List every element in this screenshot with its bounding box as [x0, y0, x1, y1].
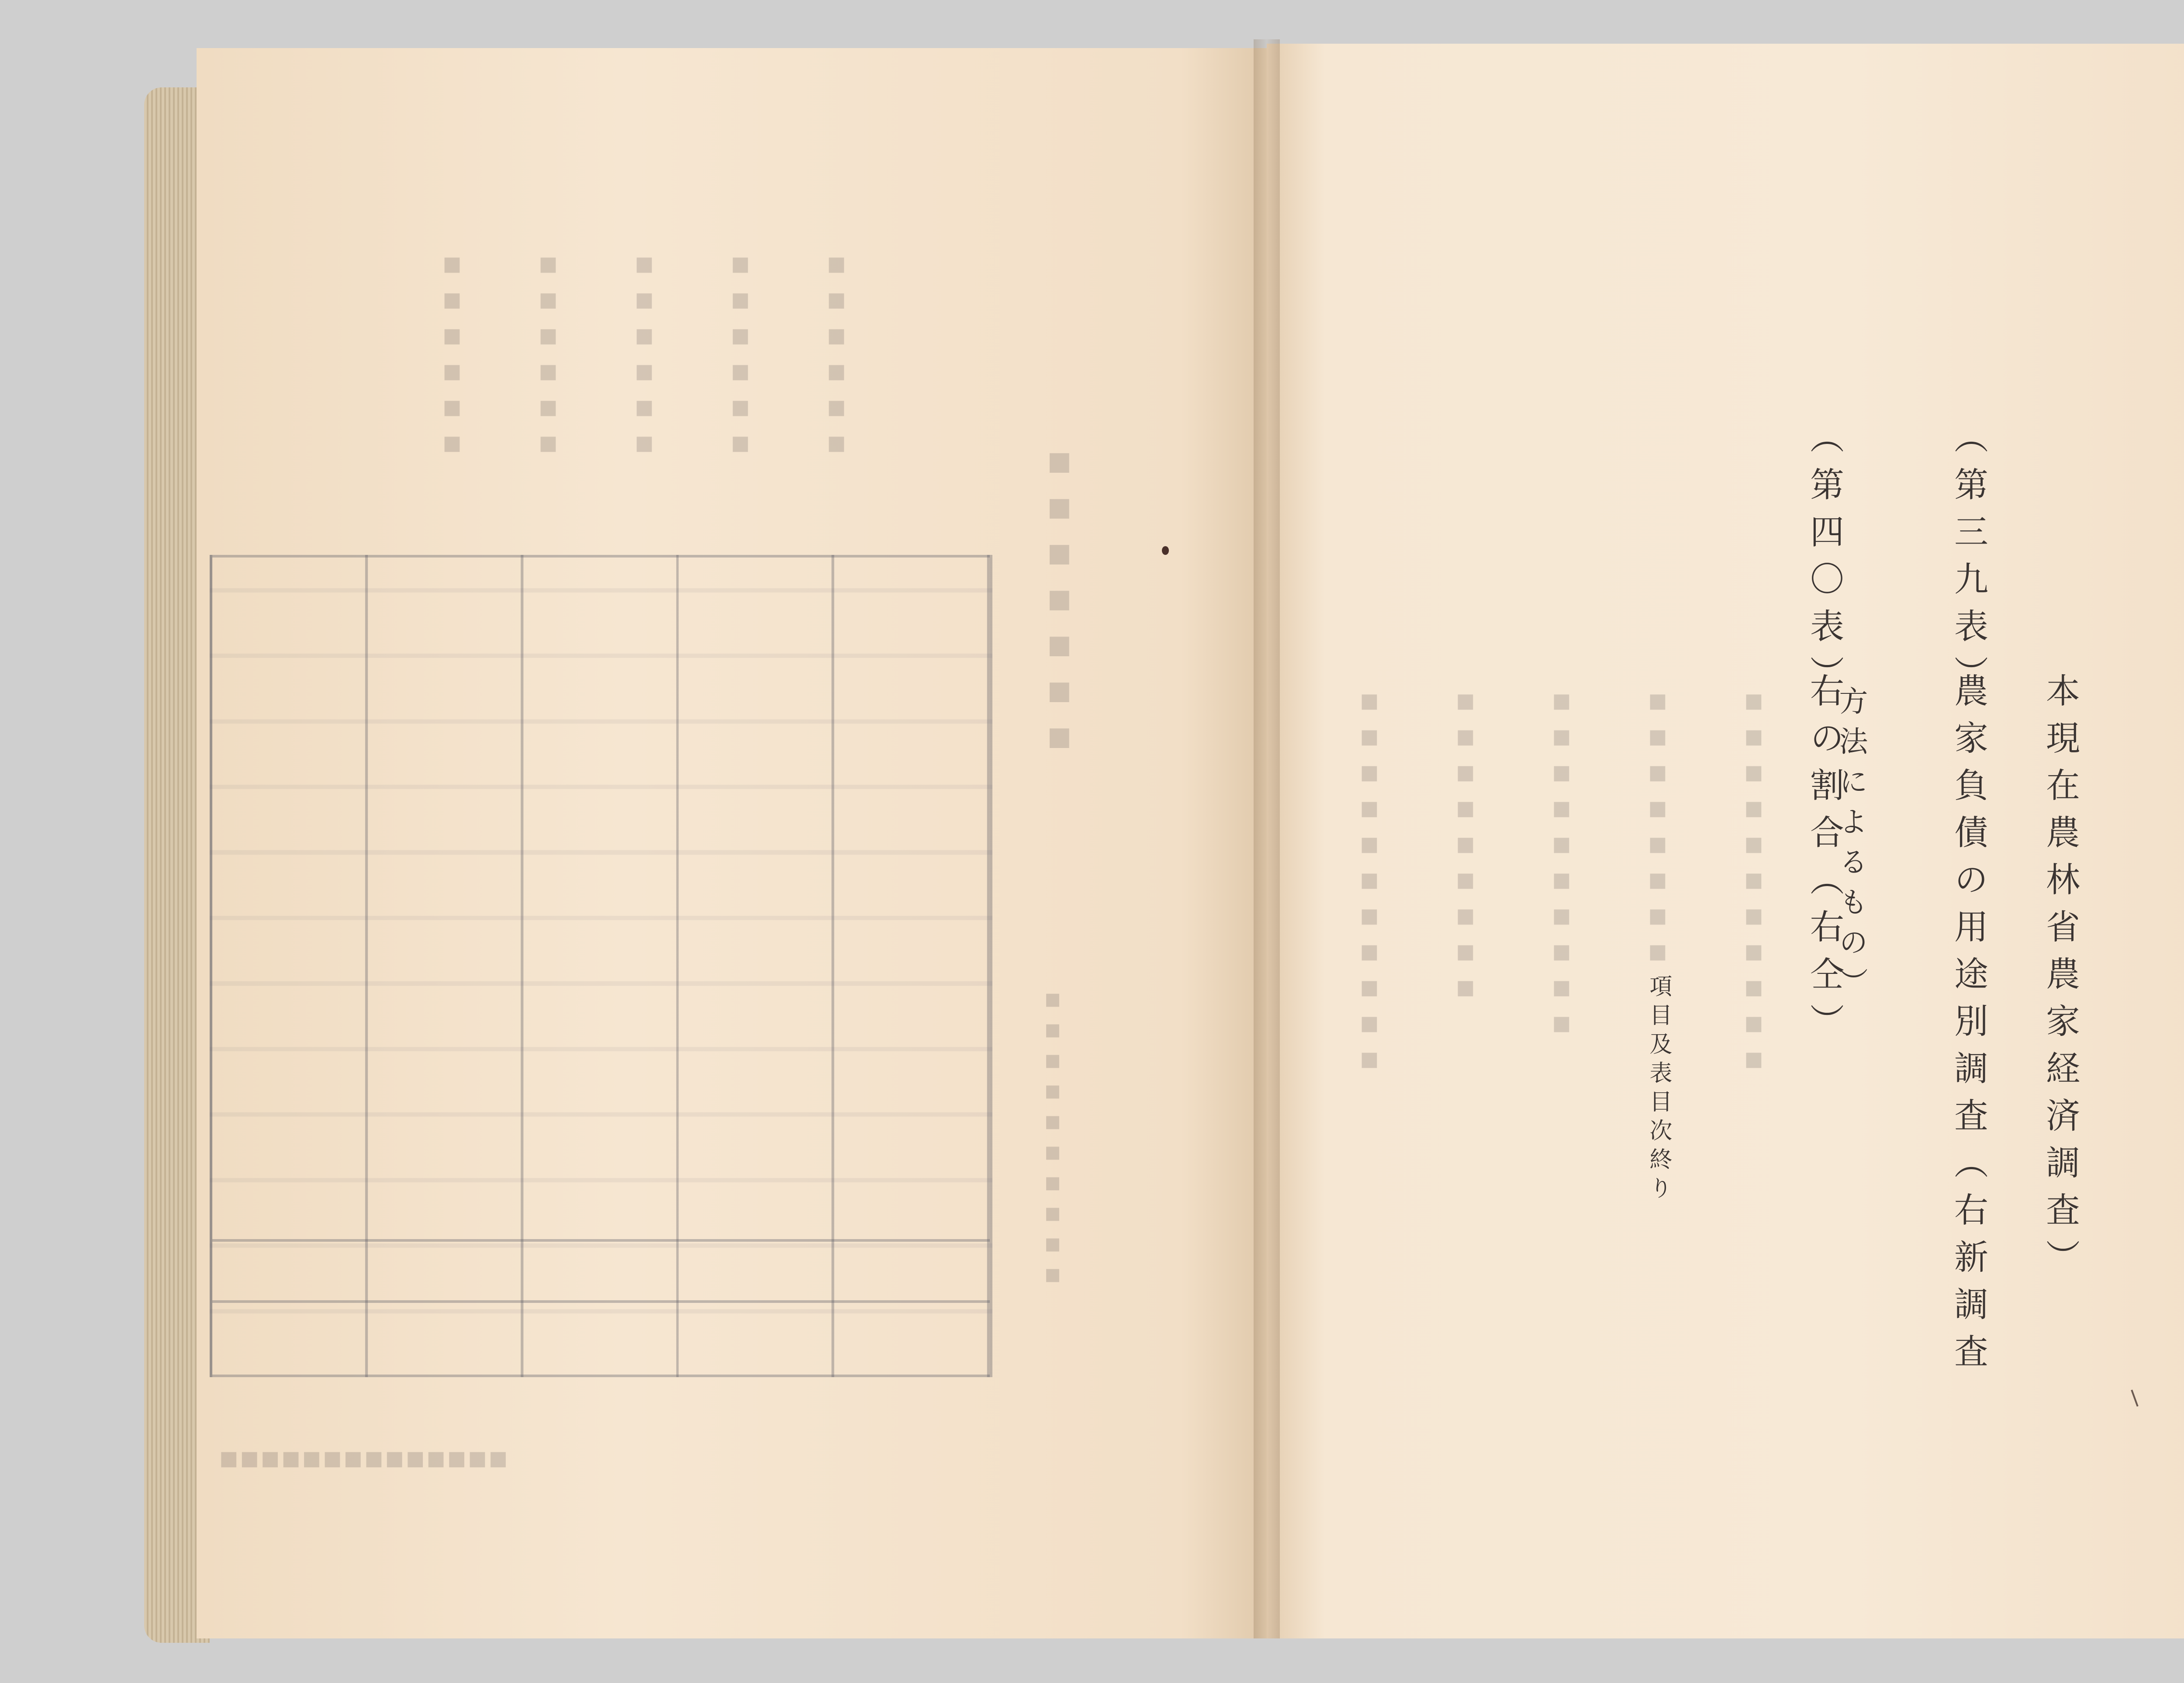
- text-column-2: 農家負債の用途別調査（右新調査: [1949, 673, 1988, 1381]
- text-column-4: 右の割合（右仝）: [1804, 673, 1844, 1050]
- end-note: 項目及表目次終り: [1645, 974, 1672, 1205]
- text-column-2-label: （第三九表）: [1949, 419, 1988, 703]
- show-through-table: [210, 555, 992, 1377]
- show-through-text: ▪▪▪▪▪▪: [819, 245, 854, 460]
- show-through-text: ▪▪▪▪▪▪: [434, 245, 470, 460]
- text-column-1: 本現在農林省農家経済調査）: [2040, 673, 2080, 1286]
- show-through-text: ▪▪▪▪▪▪: [722, 245, 758, 460]
- ink-spot: [1162, 546, 1169, 555]
- text-column-4-label: （第四〇表）: [1804, 419, 1844, 703]
- show-through-text: ▪▪▪▪▪▪▪▪▪▪▪: [1351, 682, 1387, 1076]
- show-through-text: ▪▪▪▪▪▪▪▪: [1640, 682, 1676, 968]
- show-through-text: ▪▪▪▪▪▪: [626, 245, 662, 460]
- show-through-text: ▪▪▪▪▪▪: [530, 245, 566, 460]
- show-through-text: ▪▪▪▪▪▪▪▪▪: [1448, 682, 1483, 1004]
- show-through-text: ▪▪▪▪▪▪▪▪▪▪▪▪▪▪: [218, 1439, 509, 1475]
- show-through-text: ▪▪▪▪▪▪▪: [1037, 437, 1082, 758]
- book-gutter: [1254, 39, 1280, 1638]
- show-through-text: ▪▪▪▪▪▪▪▪▪▪: [1037, 983, 1068, 1289]
- text-column-3: 方法によるもの）: [1834, 686, 1868, 1008]
- show-through-text: ▪▪▪▪▪▪▪▪▪▪▪: [1736, 682, 1772, 1076]
- show-through-text: ▪▪▪▪▪▪▪▪▪▪: [1544, 682, 1579, 1040]
